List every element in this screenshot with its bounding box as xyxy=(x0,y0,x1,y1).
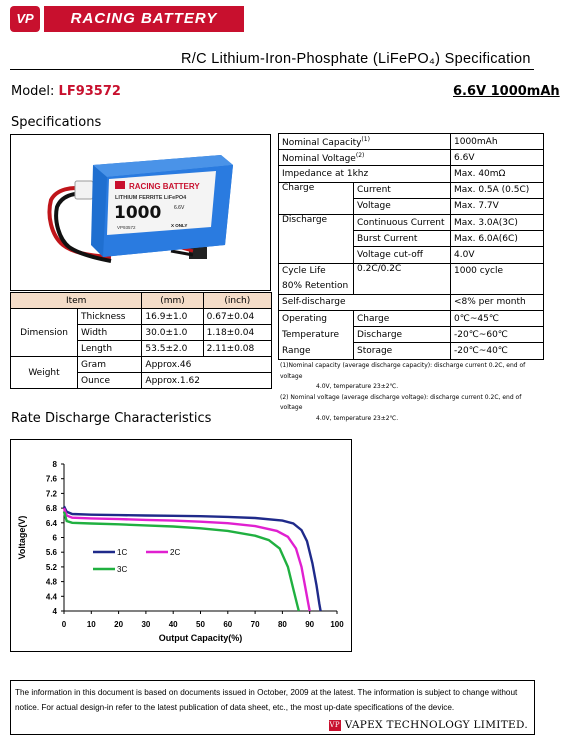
table-row xyxy=(279,327,544,343)
spec-label: Nominal Capacity$^{(1)}$ xyxy=(279,134,451,150)
spec-label: Charge xyxy=(279,182,354,214)
spec-label: 80% Retention xyxy=(279,279,354,295)
table-row xyxy=(279,182,544,198)
row-name: Thickness xyxy=(78,309,142,325)
spec-value: -20℃~40℃ xyxy=(451,343,544,359)
y-tick-label: 6 xyxy=(52,533,57,543)
title-divider xyxy=(10,69,534,70)
company-name: VP VAPEX TECHNOLOGY LIMITED. xyxy=(329,719,528,731)
x-tick-label: 20 xyxy=(114,620,124,629)
row-inch: 1.18±0.04 xyxy=(203,325,271,341)
x-tick-label: 90 xyxy=(305,620,315,629)
y-tick-label: 6.4 xyxy=(45,518,57,528)
spec-title: R/C Lithium-Iron-Phosphate (LiFePO₄) Specification xyxy=(181,51,531,67)
spec-value: 1000mAh xyxy=(451,134,544,150)
dimension-label: Dimension xyxy=(11,309,78,357)
row-mm: 53.5±2.0 xyxy=(142,341,203,357)
x-axis-label: Output Capacity(%) xyxy=(158,633,243,643)
spec-value: Max. 7.7V xyxy=(451,198,544,214)
spec-table xyxy=(278,133,544,360)
footnotes xyxy=(280,361,542,424)
model-label: Model: xyxy=(11,84,59,99)
spec-label: Discharge xyxy=(279,214,354,263)
y-tick-label: 4 xyxy=(52,607,57,616)
x-tick-label: 70 xyxy=(250,620,260,629)
col-header-item: Item xyxy=(11,293,142,309)
spec-sublabel: Voltage cut-off xyxy=(354,247,451,263)
table-row xyxy=(279,214,544,230)
model-value: LF93572 xyxy=(58,84,121,99)
x-tick-label: 80 xyxy=(277,620,287,629)
spec-value-empty xyxy=(451,279,544,295)
legend-label-2C: 2C xyxy=(170,548,181,557)
x-tick-label: 50 xyxy=(196,620,205,629)
table-row xyxy=(11,309,272,325)
legend-label-1C: 1C xyxy=(117,548,128,557)
spec-sublabel: Discharge xyxy=(354,327,451,343)
weight-unit: Ounce xyxy=(78,373,142,389)
spec-value: Max. 6.0A(6C) xyxy=(451,231,544,247)
spec-value: Max. 40mΩ xyxy=(451,166,544,182)
row-inch: 0.67±0.04 xyxy=(203,309,271,325)
spec-label: Nominal Voltage$^{(2)}$ xyxy=(279,150,451,166)
spec-value: <8% per month xyxy=(451,294,544,310)
spec-label: Temperature xyxy=(279,327,354,343)
y-tick-label: 5.2 xyxy=(45,562,57,572)
y-tick-label: 7.2 xyxy=(45,489,57,499)
x-tick-label: 100 xyxy=(330,620,344,629)
table-row xyxy=(279,166,544,182)
footnote-line: (2) Nominal voltage (average discharge voltage): discharge current 0.2C, end of voltage xyxy=(280,393,522,411)
weight-value: Approx.1.62 xyxy=(142,373,272,389)
section-specifications: Specifications xyxy=(11,115,102,130)
battery-model: VP93572 xyxy=(117,225,136,230)
spec-sublabel: Burst Current xyxy=(354,231,451,247)
spec-label: Range xyxy=(279,343,354,359)
section-rate-discharge: Rate Discharge Characteristics xyxy=(11,411,212,426)
table-row xyxy=(279,294,544,310)
y-tick-label: 4.4 xyxy=(45,592,57,602)
col-header-mm: (mm) xyxy=(142,293,203,309)
x-tick-label: 10 xyxy=(86,620,96,629)
row-mm: 16.9±1.0 xyxy=(142,309,203,325)
table-row xyxy=(279,134,544,150)
footnote-line: 4.0V, temperature 23±2℃. xyxy=(316,414,399,422)
chart-svg xyxy=(11,440,351,651)
battery-capacity: 1000 xyxy=(114,203,162,223)
table-row xyxy=(279,263,544,279)
discharge-chart xyxy=(10,439,352,652)
spec-label: Impedance at 1khz xyxy=(279,166,451,182)
rating: 6.6V 1000mAh xyxy=(453,84,560,99)
x-tick-label: 40 xyxy=(168,620,178,629)
y-tick-label: 6.8 xyxy=(45,504,57,514)
spec-value: 4.0V xyxy=(451,247,544,263)
row-inch: 2.11±0.08 xyxy=(203,341,271,357)
spec-sublabel: Charge xyxy=(354,311,451,327)
spec-sublabel: Current xyxy=(354,182,451,198)
footnote-line: 4.0V, temperature 23±2℃. xyxy=(316,383,399,390)
legend-label-3C: 3C xyxy=(117,565,128,574)
battery-voltage: 6.6V xyxy=(174,205,185,211)
footer-disclaimer: The information in this document is based on documents issued in October, 2009 at the latest. The information is subject to change without notice. For actual design-in refer to the latest publication of data sheet, etc., the most up-date specifications of the device. xyxy=(15,688,518,712)
spec-sublabel: Voltage xyxy=(354,198,451,214)
weight-unit: Gram xyxy=(78,357,142,373)
table-row xyxy=(11,357,272,373)
table-row xyxy=(279,311,544,327)
battery-illustration xyxy=(11,135,271,291)
model-line xyxy=(11,84,121,99)
battery-brand: RACING BATTERY xyxy=(129,182,200,191)
battery-note: X ONLY xyxy=(171,223,188,228)
x-tick-label: 30 xyxy=(141,620,151,629)
table-row xyxy=(279,343,544,359)
row-mm: 30.0±1.0 xyxy=(142,325,203,341)
weight-label: Weight xyxy=(11,357,78,389)
spec-value: -20℃~60℃ xyxy=(451,327,544,343)
y-tick-label: 8 xyxy=(52,460,57,469)
y-tick-label: 4.8 xyxy=(45,577,57,587)
company-logo-icon: VP xyxy=(329,720,340,729)
y-axis-label: Voltage(V) xyxy=(17,515,27,560)
battery-chem: LITHIUM FERRITE LiFePO4 xyxy=(115,195,187,201)
spec-sublabel: 0.2C/0.2C xyxy=(354,263,451,294)
spec-label: Cycle Life xyxy=(279,263,354,279)
col-header-inch: (inch) xyxy=(203,293,271,309)
y-tick-label: 5.6 xyxy=(45,548,57,558)
logo-text: RACING BATTERY xyxy=(44,6,244,32)
y-tick-label: 7.6 xyxy=(45,474,57,484)
logo-mark: VP xyxy=(10,6,40,32)
spec-value: Max. 0.5A (0.5C) xyxy=(451,182,544,198)
footnote-line: (1)Nominal capacity (average discharge capacity): discharge current 0.2C, end of voltage xyxy=(280,362,526,380)
table-row xyxy=(279,150,544,166)
weight-value: Approx.46 xyxy=(142,357,272,373)
battery-image xyxy=(10,134,271,291)
dimension-table xyxy=(10,292,272,389)
row-name: Length xyxy=(78,341,142,357)
spec-label: Operating xyxy=(279,311,354,327)
spec-value: Max. 3.0A(3C) xyxy=(451,214,544,230)
x-tick-label: 0 xyxy=(61,620,67,629)
series-line-3C xyxy=(64,512,299,611)
brand-logo xyxy=(10,6,245,32)
spec-label: Self-discharge xyxy=(279,294,451,310)
spec-value: 6.6V xyxy=(451,150,544,166)
spec-value: 0℃~45℃ xyxy=(451,311,544,327)
spec-sublabel: Storage xyxy=(354,343,451,359)
spec-value: 1000 cycle xyxy=(451,263,544,279)
footer xyxy=(10,680,535,735)
x-tick-label: 60 xyxy=(223,620,233,629)
spec-sublabel: Continuous Current xyxy=(354,214,451,230)
row-name: Width xyxy=(78,325,142,341)
